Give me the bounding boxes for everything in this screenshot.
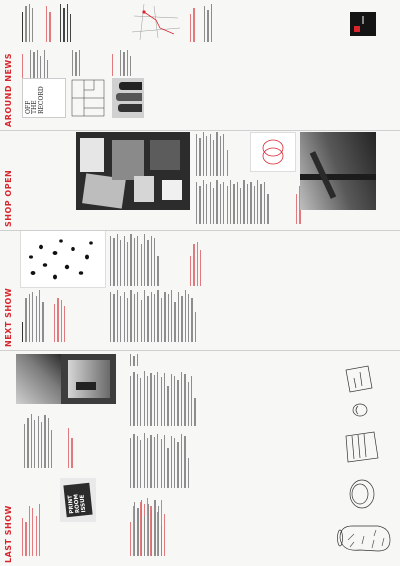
last-show-intro-accent xyxy=(68,412,75,468)
around-news-item-3-title xyxy=(112,48,115,76)
exhibition-photo xyxy=(16,354,116,404)
next-show-body-text-2 xyxy=(110,234,161,286)
around-news-item-5-text xyxy=(60,2,74,42)
shop-interior-photo xyxy=(76,132,190,210)
last-show-body-text-1 xyxy=(130,432,191,488)
bowl-sketch xyxy=(350,480,374,508)
around-news-item-4-title xyxy=(46,2,53,42)
around-news-item-6-text xyxy=(204,2,214,42)
shop-logo-card xyxy=(250,132,296,172)
small-object-sketch xyxy=(353,404,367,416)
section-shop-open xyxy=(0,131,400,231)
book-title-line: OFF xyxy=(25,100,32,114)
jar-sketch xyxy=(338,526,391,551)
map-sketch xyxy=(130,2,182,42)
book-title-line: RECORD xyxy=(37,86,45,114)
floor-plan xyxy=(70,78,106,118)
people-photo xyxy=(112,78,144,118)
last-show-body-text-2 xyxy=(130,370,198,426)
shop-body-text xyxy=(196,180,271,224)
object-sketches xyxy=(330,356,398,556)
book-cover-line: ROOM xyxy=(73,493,82,514)
tree-photo xyxy=(300,132,376,210)
book-photo xyxy=(22,78,66,118)
box-sketch xyxy=(346,366,372,392)
next-show-intro-text xyxy=(22,290,46,342)
book-cover-line: ISSUE xyxy=(79,494,88,513)
around-news-item-4-text xyxy=(22,2,36,42)
shop-body-text-2 xyxy=(196,132,230,176)
dark-thumbnail xyxy=(350,12,376,36)
last-show-intro-text xyxy=(24,412,55,468)
around-news-item-2-text xyxy=(72,48,82,76)
section-last-show xyxy=(0,351,400,566)
next-show-body-text xyxy=(110,290,198,342)
section-next-show xyxy=(0,231,400,351)
next-show-intro-accent xyxy=(54,290,68,342)
paper-sketch xyxy=(346,432,378,462)
around-news-item-1-text xyxy=(30,48,50,78)
section-title: NEXT SHOW xyxy=(4,287,13,347)
around-news-item-6-title xyxy=(190,2,197,42)
section-title: LAST SHOW xyxy=(4,505,13,563)
section-title: AROUND NEWS xyxy=(4,52,13,127)
section-around-news xyxy=(0,0,400,131)
next-show-dates xyxy=(190,234,204,286)
book-cover-photo xyxy=(60,478,96,522)
around-news-item-1-title xyxy=(22,48,25,78)
dots-artwork-photo xyxy=(20,230,106,288)
book-cover-line: PRINT xyxy=(67,494,76,514)
last-show-body-text-3 xyxy=(130,352,140,366)
section-title: SHOP OPEN xyxy=(4,169,13,227)
around-news-item-3-text xyxy=(120,48,134,76)
book-title-line: THE xyxy=(31,100,39,114)
